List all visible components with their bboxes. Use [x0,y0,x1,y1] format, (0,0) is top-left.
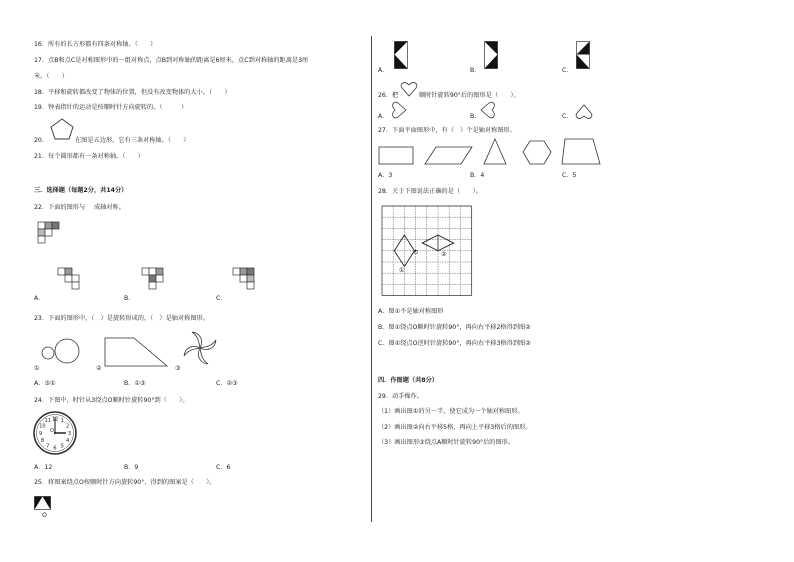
question-20: 在图是五边形，它有三条对称轴。（ ） [75,137,190,144]
clock-numeral: 7 [46,443,50,450]
q23-option-a[interactable]: A．③① [34,380,56,387]
q26-option-c-figure [575,104,593,120]
clock-numeral: 1 [60,418,64,425]
clock-numeral: 11 [44,418,51,425]
clock-numeral: 2 [65,423,70,430]
question-17-line2: 米。（ ） [34,73,69,80]
q29-item-3: （3）画出图形③绕点A顺时针旋转90°后的图形。 [378,439,515,446]
section-4-heading: 四．作图题（共8分） [378,377,438,384]
clock-figure [33,411,77,455]
q23-option-b[interactable]: B．①③ [124,380,146,387]
question-19: 19．钟表指针的运动是按顺时针方向旋转的。（ ） [34,104,188,111]
q24-option-a[interactable]: A．12 [34,464,53,471]
question-18: 18．平移和旋转都改变了物体的位置，但没有改变物体的大小。（ ） [34,89,231,96]
q27-option-c[interactable]: C．5 [562,172,577,179]
q26-option-c[interactable]: C． [562,113,573,120]
column-divider [371,36,372,522]
q25-option-a[interactable]: A． [378,67,389,74]
q22-option-a[interactable]: A． [34,295,45,302]
q27-option-a[interactable]: A．3 [378,172,393,179]
question-22-part1: 22．下面的图形与 [34,204,86,211]
q28-option-b[interactable]: B．图①绕点O顺时针旋转90°，再向右平移2格得到图② [378,324,531,331]
grid-label-2: ② [441,251,447,258]
q23-figure-2-trapezoid [104,337,168,367]
grid-label-o: O [414,250,418,256]
grid-label-1: ① [399,267,405,274]
clock-numeral: 3 [67,430,72,437]
q27-hexagon [523,141,551,164]
q23-label-1: ① [34,365,40,372]
q27-rectangle [379,147,413,164]
q27-shapes [378,137,608,167]
q25-figure [34,496,52,510]
question-22-part2: 成轴对称。 [94,204,125,211]
q24-option-c[interactable]: C．6 [216,464,231,471]
q27-parallelogram [425,147,472,164]
question-25: 25．将图案绕点O按顺时针方向旋转90°，得到的图案是（ ）。 [34,479,216,486]
question-17-line1: 17．点B和点C是对称图形中的一组对称点，点B到对称轴的距离是6厘米，点C到对称轴的距离是3厘 [34,57,309,64]
q23-option-c[interactable]: C．②③ [216,380,238,387]
question-21: 21．每个圆形都有一条对称轴。（ ） [34,153,144,160]
q29-item-1: （1）画出图①的另一半，使它成为一个轴对称图形。 [378,408,524,415]
clock-numeral: 8 [40,438,45,445]
question-24: 24．下图中，时针从3绕点O顺时针旋转90°到（ ）。 [34,397,189,404]
q29-item-2: （2）画出图②向右平移5格，再向上平移3格后的图形。 [378,424,532,431]
q23-figure-1-circles [40,338,90,370]
clock-numeral: 9 [38,430,43,437]
q28-grid-figure [381,205,473,299]
q25-option-b-figure [484,41,498,69]
section-3-heading: 三．选择题（每题2分，共14分） [34,187,128,194]
question-26: 顺时针旋转90°后的图形是（ ）。 [419,92,520,99]
q25-option-c-figure [576,41,590,69]
pentagon-figure [50,118,74,140]
q24-option-b[interactable]: B．9 [124,464,139,471]
question-29: 29．动手操作。 [378,393,423,400]
q22-reference-figure [38,222,68,244]
q28-option-c[interactable]: C．图①绕点O逆时针旋转90°，再向右平移3格得到图② [378,340,531,347]
q23-figure-3-pinwheel [182,330,218,366]
question-26-number: 26．把 [378,92,399,99]
question-28: 28．关于下图说法正确的是（ ）。 [378,188,482,195]
clock-center-label: O [50,428,54,434]
q27-trapezoid [562,139,600,164]
q23-label-3: ③ [175,365,181,372]
clock-numeral: 10 [39,423,46,430]
q23-label-2: ② [96,365,102,372]
q26-option-a-figure [391,101,407,119]
q25-point-o: O [42,512,47,519]
q26-option-b[interactable]: B． [470,113,481,120]
clock-numeral: 5 [60,443,64,450]
q25-option-c[interactable]: C． [562,67,573,74]
question-20-number: 20． [34,137,49,144]
q28-option-a[interactable]: A．图①不是轴对称图形 [378,308,444,315]
q25-option-b[interactable]: B． [470,67,481,74]
clock-numeral: 12 [51,416,59,423]
q22-option-c[interactable]: C． [216,295,227,302]
q26-option-a[interactable]: A． [378,113,389,120]
question-23: 23．下面的图形中，（ ）是旋转形成的，（ ）是轴对称图形。 [34,315,209,322]
question-27: 27．下面平面图形中，有（ ）个是轴对称图形。 [378,127,516,134]
q27-triangle [484,139,506,164]
q25-option-a-figure [394,41,408,69]
q22-option-c-figure [233,268,263,292]
q26-heart-figure [400,81,418,97]
q22-option-b-figure [142,268,172,292]
clock-numeral: 4 [65,438,70,445]
q27-option-b[interactable]: B．4 [470,172,485,179]
q22-option-b[interactable]: B． [124,295,135,302]
q22-option-a-figure [50,268,80,292]
q26-option-b-figure [480,101,496,119]
clock-numeral: 6 [53,445,57,452]
question-16: 16．所有的长方形都有四条对称轴。（ ） [34,41,157,48]
